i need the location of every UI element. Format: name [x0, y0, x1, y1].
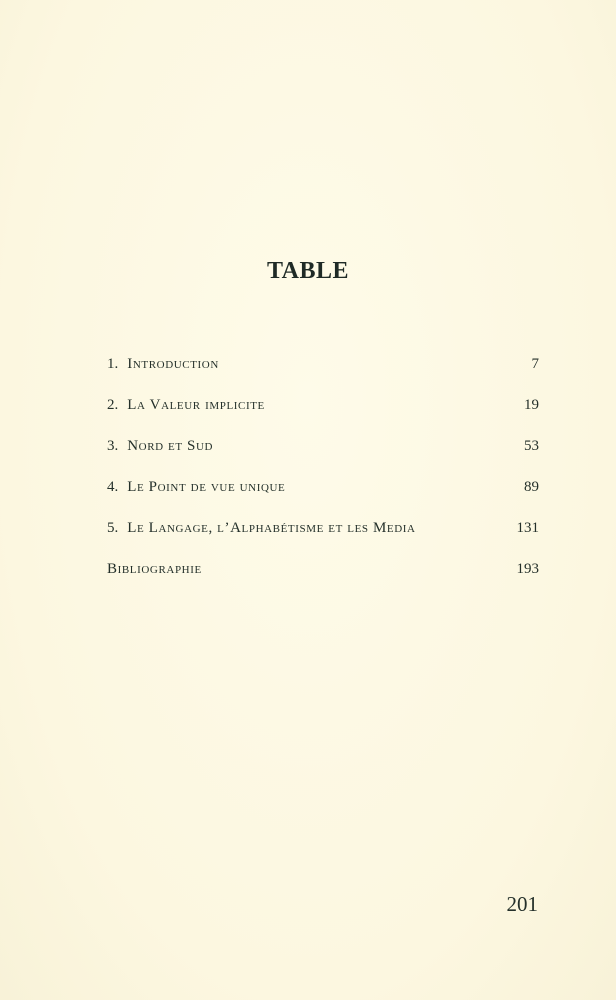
- toc-entry-title: Introduction: [127, 356, 219, 372]
- toc-entry-title: Nord et Sud: [127, 438, 214, 454]
- toc-entry-label: [107, 351, 219, 377]
- toc-entry: [107, 474, 539, 515]
- toc-entry-page: 89: [524, 479, 539, 495]
- toc-entry-number: 4.: [107, 479, 119, 495]
- toc-entry-page: 19: [524, 397, 539, 413]
- toc-entry-page: 53: [524, 438, 539, 454]
- toc-entry-page: 7: [531, 356, 539, 372]
- toc-entry: [107, 392, 539, 433]
- toc-entry: [107, 515, 539, 556]
- toc-entry-label: [107, 392, 265, 418]
- page-number: 201: [506, 892, 538, 916]
- toc-entry-number: 2.: [107, 397, 119, 413]
- toc-entry-label: [107, 474, 285, 500]
- toc-entry-title: Le Point de vue unique: [127, 479, 286, 495]
- toc-entry-label: [107, 433, 213, 459]
- toc-entry: [107, 433, 539, 474]
- toc-entry-label: [107, 515, 416, 541]
- toc-entry-number: 1.: [107, 356, 119, 372]
- toc-entry-bibliography: [107, 556, 539, 597]
- toc-entry: [107, 351, 539, 392]
- toc-entry-page: 193: [516, 561, 539, 577]
- toc-entry-number: 3.: [107, 438, 119, 454]
- table-of-contents: [107, 351, 539, 597]
- page-title: TABLE: [266, 258, 350, 284]
- toc-entry-title: Bibliographie: [107, 561, 202, 577]
- toc-entry-title: Le Langage, l’Alphabétisme et les Media: [127, 520, 416, 536]
- toc-entry-page: 131: [516, 520, 539, 536]
- toc-entry-title: La Valeur implicite: [127, 397, 265, 413]
- toc-entry-number: 5.: [107, 520, 119, 536]
- toc-entry-label: [107, 556, 202, 582]
